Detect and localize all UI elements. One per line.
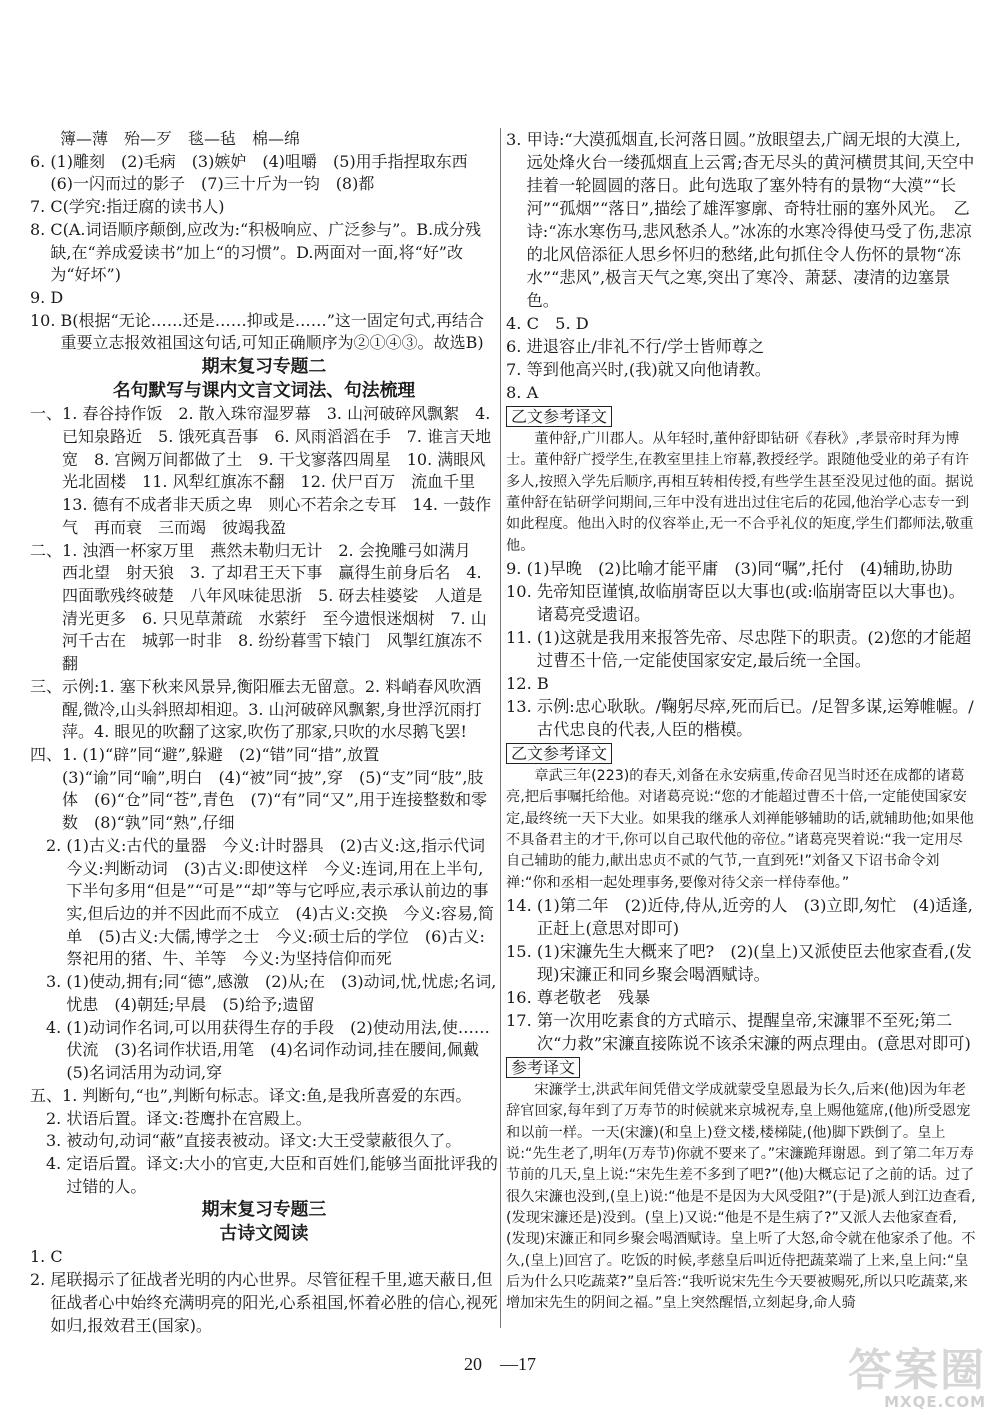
answer-item bbox=[30, 196, 498, 219]
answer-item bbox=[30, 1269, 498, 1337]
item-number: 17. bbox=[506, 1010, 537, 1030]
item-number: 10. bbox=[30, 310, 61, 330]
item-number: 6. bbox=[506, 337, 527, 356]
item-text: (1)这就是我用来报答先帝、尽忠陛下的职责。(2)您的才能超过曹丕十倍,一定能使国家安定,最后统一全国。 bbox=[536, 627, 972, 670]
page-number: 20 —17 bbox=[464, 1354, 536, 1374]
answer-item bbox=[506, 557, 976, 580]
translation-text: 宋濂学士,洪武年间凭借文学成就蒙受皇恩最为长久,后来(他)因为年老辞官回家,每年到了万寿节的时候就来京城祝寿,皇上赐他筵席,(他)所受恩宠和以前一样。一天(宋濂)(和皇上)登文楼,楼梯陡,(他)脚下跌倒了。皇上说:“先生老了,明年(万寿节)你就不要来了。”宋濂跪拜谢恩。到了第二年万寿节前的几天,皇上说:“宋先生差不多到了吧?”(他)大概忘记了之前的话。过了很久宋濂也没到,(皇上)说:“他是不是因为大风受阻?”(于是)派人到江边查看,(发现宋濂还是)没到。(皇上)又说:“他是不是生病了?”又派人去他家查看,(发现)宋濂正和同乡聚会喝酒赋诗。皇上听了大怒,命令就在他家杀了他。不久,(皇上)回宫了。吃饭的时候,孝慈皇后叫近侍把蔬菜端了上来,皇上问:“皇后为什么只吃蔬菜?”皇后答:“我听说宋先生今天要被赐死,所以只吃蔬菜,来增加宋先生的阴间之福。”皇上突然醒悟,立刻起身,命人骑 bbox=[506, 1082, 976, 1312]
item-text: 尾联揭示了征战者光明的内心世界。尽管征程千里,遮天蔽日,但征战者心中始终充满明亮的阳光,心系祖国,怀着必胜的信心,视死如归,报效君王(国家)。 bbox=[50, 1270, 498, 1335]
item-number: 7. bbox=[506, 360, 527, 379]
translation-text: 章武三年(223)的春天,刘备在永安病重,传命召见当时还在成都的诸葛亮,把后事嘱托给他。对诸葛亮说:“您的才能超过曹丕十倍,一定能使国家安定,最终统一天下大业。如果我的继承人刘禅能够辅助的话,就辅助他;如果他不具备君主的才干,你可以自己取代他的帝位。”诸葛亮哭着说:“我一定用尽自己辅助的能力,献出忠贞不贰的气节,一直到死!”刘备又下诏书命令刘禅:“你和丞相一起处理事务,要像对待父亲一样侍奉他。” bbox=[506, 768, 974, 891]
item-number: 7. bbox=[30, 197, 51, 217]
item-number: 4. bbox=[46, 1017, 67, 1037]
item-text: (1)古义:古代的量器 今义:计时器具 (2)古义:这,指示代词 今义:判断动词 (3)古义:即使这样 今义:连词,用在上半句,下半句多用“但是”“可是”“却”等与它呼应,表示承认前边的事实,但后边的并不因此而不成立 (4)古义:交换 今义:容易,简单 (5)古义:大儒,博学之士 今义:硕士后的学位 (6)古义:祭祀用的猪、牛、羊等 今义:为坚持信仰而死 bbox=[66, 835, 501, 969]
item-number: 12. bbox=[506, 673, 537, 693]
answer-item bbox=[506, 312, 976, 335]
watermark-logo-text: 答案圈 bbox=[848, 1345, 986, 1396]
translation-tag-row bbox=[506, 404, 976, 429]
answer-item bbox=[506, 128, 976, 312]
left-column bbox=[30, 128, 501, 1337]
translation-text: 董仲舒,广川郡人。从年轻时,董仲舒即钻研《春秋》,孝景帝时拜为博士。董仲舒广授学生,在教室里挂上帘幕,教授经学。跟随他受业的弟子有许多人,按照入学先后顺序,再相互转相传授,有些学生甚至没见过他的面。据说董仲舒在钻研学问期间,三年中没有进出过住宅后的花园,他治学心志专一到如此程度。他出入时的仪容举止,无一不合乎礼仪的矩度,学生们都师法,敬重他。 bbox=[506, 431, 974, 554]
watermark-logo bbox=[816, 1345, 986, 1411]
answer-item bbox=[30, 1017, 498, 1085]
item-number: 五、 bbox=[30, 1085, 63, 1105]
item-text: 第一次用吃素食的方式暗示、提醒皇帝,宋濂罪不至死;第二次“力救”宋濂直接陈说不该杀宋濂的两点理由。(意思对即可) bbox=[536, 1010, 971, 1053]
item-text: 示例:忠心耿耿。/鞠躬尽瘁,死而后已。/足智多谋,运筹帷幄。/古代忠良的代表,人臣的楷模。 bbox=[536, 696, 974, 739]
translation-tag-row bbox=[506, 1055, 976, 1080]
item-text: 示例:1. 塞下秋来风景异,衡阳雁去无留意。2. 料峭春风吹酒醒,微冷,山头斜照却相迎。3. 山河破碎风飘絮,身世浮沉雨打萍。4. 眼见的吹翻了这家,吹伤了那家,只吹的水尽鹅飞罢! bbox=[62, 676, 482, 742]
item-number: 3. bbox=[46, 972, 67, 992]
item-number: 3. bbox=[506, 130, 527, 149]
item-number: 二、 bbox=[30, 540, 63, 560]
item-number: 4. bbox=[506, 314, 527, 333]
answer-item bbox=[506, 695, 976, 741]
answer-item bbox=[30, 1246, 498, 1269]
answer-item bbox=[30, 287, 498, 310]
item-number: 8. bbox=[30, 219, 51, 239]
item-text: (1)动词作名词,可以用获得生存的手段 (2)使动用法,使……伏流 (3)名词作状语,用笔 (4)名词作动词,挂在腰间,佩戴 (5)名词活用为动词,穿 bbox=[66, 1017, 495, 1083]
right-column bbox=[506, 128, 976, 1314]
item-text: 等到他高兴时,(我)就又向他请教。 bbox=[526, 360, 771, 379]
item-number: 3. bbox=[46, 1131, 67, 1151]
item-number: 四、 bbox=[30, 745, 63, 764]
answer-item bbox=[30, 1130, 498, 1153]
item-text: (1)宋濂先生大概来了吧? (2)(皇上)又派使臣去他家查看,(发现)宋濂正和同乡聚会喝酒赋诗。 bbox=[536, 941, 972, 984]
item-text: C bbox=[50, 1247, 63, 1267]
item-text: B(根据“无论……还是……抑或是……”这一固定句式,再结合重要立志报效祖国这句话,可知正确顺序为②①④③。故选B) bbox=[60, 310, 484, 353]
answer-item bbox=[30, 219, 498, 287]
item-number: 11. bbox=[506, 627, 537, 647]
item-text: 1. 判断句,“也”,判断句标志。译文:鱼,是我所喜爱的东西。 bbox=[62, 1085, 472, 1105]
item-text: B bbox=[536, 673, 549, 693]
section-title: 期末复习专题三 bbox=[201, 1199, 327, 1221]
item-text: C(A.词语顺序颠倒,应改为:“积极响应、广泛参与”。B.成分残缺,在“养成爱读书”加上“的习惯”。D.两面对一面,将“好”改为“好坏”) bbox=[50, 219, 482, 285]
answer-item bbox=[30, 1085, 498, 1108]
item-text: 1. (1)“辟”同“避”,躲避 (2)“错”同“措”,放置 (3)“谕”同“喻”,明白 (4)“被”同“披”,穿 (5)“支”同“肢”,肢体 (6)“仓”同“苍”,青色 (7)“有”同“又”,用于连接整数和零数 (8)“孰”同“熟”,仔细 bbox=[62, 745, 487, 833]
item-text: D bbox=[50, 288, 64, 308]
item-number: 15. bbox=[506, 941, 537, 961]
item-number: 三、 bbox=[30, 676, 63, 696]
item-number: 2. bbox=[30, 1270, 51, 1290]
item-number: 9. bbox=[30, 288, 51, 308]
item-text: (1)使动,拥有;同“德”,感激 (2)从;在 (3)动词,忧,忧虑;名词,忧患 (4)朝廷;早晨 (5)给予;遗留 bbox=[66, 972, 497, 1014]
answer-item bbox=[30, 151, 498, 196]
answer-item bbox=[506, 940, 976, 986]
answer-item bbox=[30, 310, 498, 355]
item-text: (1)雕刻 (2)毛病 (3)嫉妒 (4)咀嚼 (5)用手指捏取东西 (6)一闪而过的影子 (7)三十斤为一钧 (8)都 bbox=[50, 151, 484, 194]
translation-tag: 参考译文 bbox=[506, 1057, 580, 1078]
answer-item bbox=[506, 1009, 976, 1055]
section-title: 名句默写与课内文言文词法、句法梳理 bbox=[112, 380, 416, 402]
item-number: 2. bbox=[46, 1108, 67, 1128]
item-text: 先帝知臣谨慎,故临崩寄臣以大事也(或:临崩寄臣以大事也)。 诸葛亮受遗诏。 bbox=[536, 581, 973, 624]
watermark-url: MXQE.COM bbox=[884, 1393, 986, 1411]
item-text: C(学究:指迂腐的读书人) bbox=[50, 197, 225, 217]
item-text: 尊老敬老 残暴 bbox=[536, 987, 651, 1007]
item-text: 状语后置。译文:苍鹰扑在宫殿上。 bbox=[66, 1108, 312, 1128]
translation-tag-row bbox=[506, 741, 976, 766]
answer-item bbox=[30, 676, 498, 744]
item-number: 14. bbox=[506, 895, 537, 915]
item-text: (1)早晚 (2)比喻才能平庸 (3)同“嘱”,托付 (4)辅助,协助 bbox=[526, 558, 953, 578]
item-number: 16. bbox=[506, 987, 537, 1007]
answer-item bbox=[506, 335, 976, 358]
answer-item bbox=[506, 358, 976, 381]
answer-item bbox=[30, 1153, 498, 1198]
answer-item bbox=[30, 540, 498, 676]
item-number: 13. bbox=[506, 696, 537, 716]
answer-item bbox=[506, 894, 976, 940]
continued-text: 簿—薄 殆—歹 毯—毡 棉—绵 bbox=[60, 129, 301, 148]
item-text: 被动句,动词“蔽”直接表被动。译文:大王受蒙蔽很久了。 bbox=[66, 1131, 462, 1151]
translation-tag: 乙文参考译文 bbox=[506, 406, 612, 427]
item-text: C 5. D bbox=[526, 314, 589, 333]
answer-item bbox=[506, 986, 976, 1009]
answer-item bbox=[506, 626, 976, 672]
item-text: 1. 浊酒一杯家万里 燕然未勒归无计 2. 会挽雕弓如满月 西北望 射天狼 3. 了却君王天下事 赢得生前身后名 4. 四面歌残终破楚 八年风味徒思浙 5. 砑去桂婆娑 人道是 清光更多 6. 只见草萧疏 水萦纡 至今遗恨迷烟树 7. 山河千古在 城郭一时非 8. 纷纷暮雪下辕门 风掣红旗冻不翻 bbox=[62, 540, 499, 674]
answer-item bbox=[30, 403, 498, 539]
item-number: 10. bbox=[506, 581, 537, 601]
column-divider bbox=[500, 128, 501, 1328]
answer-item bbox=[30, 835, 501, 971]
answer-item bbox=[506, 672, 976, 695]
translation-tag: 乙文参考译文 bbox=[506, 743, 612, 764]
answer-item bbox=[506, 381, 976, 404]
item-text: 甲诗:“大漠孤烟直,长河落日圆。”放眼望去,广阔无垠的大漠上,远处烽火台一缕孤烟直上云霄;杳无尽头的黄河横贯其间,天空中挂着一轮圆圆的落日。此句选取了塞外特有的景物“大漠”“长河”“孤烟”“落日”,描绘了雄浑寥廓、奇特壮丽的塞外风光。 乙诗:“冻水寒伤马,悲风愁杀人。”冰冻的水寒冷得使马受了伤,悲凉的北风倍添征人思乡怀归的愁绪,此句抓住令人伤怀的景物“冻水”“悲风”,极言天气之寒,突出了寒冷、萧瑟、凄清的边塞景色。 bbox=[526, 130, 975, 310]
answer-item bbox=[30, 971, 498, 1016]
item-text: 进退容止/非礼不行/学士皆师尊之 bbox=[526, 337, 765, 356]
item-text: (1)第二年 (2)近侍,侍从,近旁的人 (3)立即,匆忙 (4)适逢,正赶上(意思对即可) bbox=[536, 895, 973, 938]
item-number: 9. bbox=[506, 558, 527, 578]
item-number: 8. bbox=[506, 383, 527, 402]
item-number: 4. bbox=[46, 1153, 67, 1173]
section-title: 古诗文阅读 bbox=[219, 1223, 309, 1245]
answer-item bbox=[506, 580, 976, 626]
answer-item bbox=[30, 1108, 498, 1131]
answer-item bbox=[30, 744, 498, 835]
section-title: 期末复习专题二 bbox=[201, 356, 327, 378]
item-text: 1. 春谷持作饭 2. 散入珠帘湿罗幕 3. 山河破碎风飘絮 4. 已知泉路近 5. 饿死真吾事 6. 风雨滔滔在手 7. 谁言天地宽 8. 宫阙万间都做了土 9. 干戈寥落四周星 10. 满眼风光北固楼 11. 风犁红旗冻不翻 12. 伏尸百万 流血千里 13. 德有不成者非天质之卑 则心不若余之专耳 14. 一鼓作气 再而衰 三而竭 彼竭我盈 bbox=[62, 404, 492, 537]
item-text: 定语后置。译文:大小的官吏,大臣和百姓们,能够当面批评我的过错的人。 bbox=[66, 1153, 498, 1196]
item-number: 6. bbox=[30, 151, 51, 171]
item-number: 2. bbox=[46, 835, 67, 855]
item-number: 一、 bbox=[30, 404, 63, 424]
item-text: A bbox=[526, 383, 539, 402]
item-number: 1. bbox=[30, 1247, 51, 1267]
